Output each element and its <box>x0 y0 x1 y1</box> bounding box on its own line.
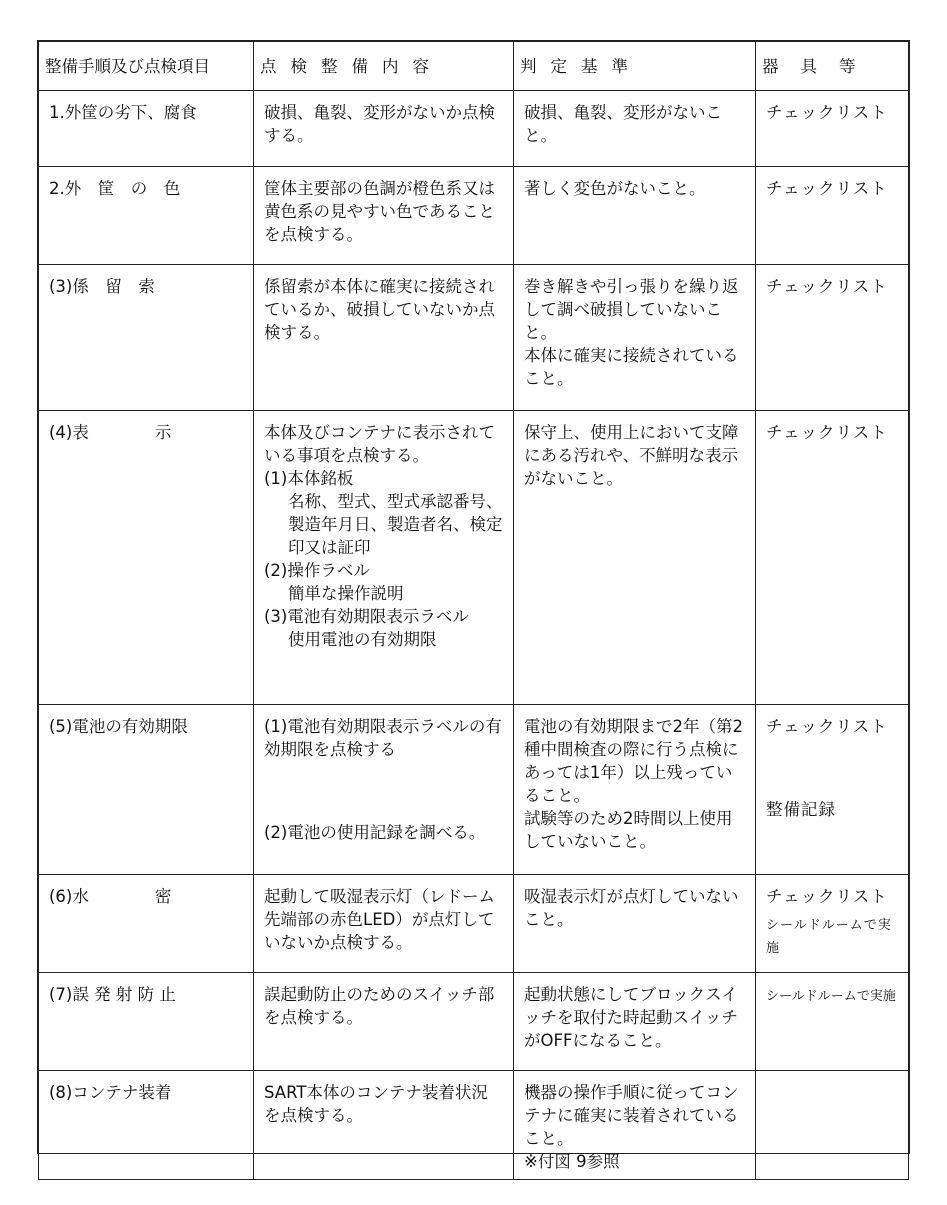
tool-text: 整備記録 <box>766 800 836 819</box>
tool-text: チェックリスト <box>766 717 888 736</box>
sub-item-head: (1)本体銘板 <box>264 469 354 488</box>
header-row <box>39 42 909 91</box>
content-text: 係留索が本体に確実に接続されているか、破損していないか点検する。 <box>264 277 495 342</box>
row-item: (6)水 密 <box>39 875 254 973</box>
row-criteria <box>514 411 756 705</box>
sub-item-head: (3)電池有効期限表示ラベル <box>264 607 469 626</box>
row-content <box>254 973 514 1071</box>
row-item: 1.外筐の劣下、腐食 <box>39 91 254 167</box>
sub-item-body: 名称、型式、型式承認番号、製造年月日、製造者名、検定印又は証印 <box>288 492 503 557</box>
row-item: 2.外 筐 の 色 <box>39 167 254 265</box>
content-text: (1)電池有効期限表示ラベルの有効期限を点検する <box>264 717 502 759</box>
row-tools <box>756 91 909 167</box>
row-tools <box>756 167 909 265</box>
inspection-sheet <box>37 40 910 1171</box>
row-tools <box>756 411 909 705</box>
row-content <box>254 1071 514 1180</box>
table-row <box>39 973 909 1071</box>
row-tools <box>756 705 909 875</box>
criteria-text: 試験等のため2時間以上使用していないこと。 <box>524 809 733 851</box>
sub-item-body: 簡単な操作説明 <box>288 584 404 603</box>
tool-text: チェックリスト <box>766 179 888 198</box>
content-text: 破損、亀裂、変形がないか点検する。 <box>264 103 495 145</box>
header-cell-criteria: 判定基準 <box>514 42 756 91</box>
tool-note: シールドルームで実施 <box>766 989 896 1004</box>
table-row <box>39 167 909 265</box>
sub-item <box>264 605 503 651</box>
criteria-text: 著しく変色がないこと。 <box>524 179 706 198</box>
row-item: (7)誤 発 射 防 止 <box>39 973 254 1071</box>
table-row <box>39 1071 909 1180</box>
content-text: 本体及びコンテナに表示されている事項を点検する。 <box>264 423 495 465</box>
row-tools <box>756 1071 909 1180</box>
header-cell-tools: 器具等 <box>756 42 909 91</box>
table-row <box>39 91 909 167</box>
table-row <box>39 875 909 973</box>
row-item: (4)表 示 <box>39 411 254 705</box>
sub-item-head: (2)操作ラベル <box>264 561 370 580</box>
criteria-text: 本体に確実に接続されていること。 <box>524 346 739 388</box>
row-criteria <box>514 973 756 1071</box>
content-text: SART本体のコンテナ装着状況を点検する。 <box>264 1083 488 1125</box>
tool-note: シールドルームで実施 <box>766 918 892 956</box>
row-criteria <box>514 167 756 265</box>
row-content <box>254 411 514 705</box>
content-text: 誤起動防止のためのスイッチ部を点検する。 <box>264 985 495 1027</box>
sub-item-body: 使用電池の有効期限 <box>288 630 437 649</box>
header-cell-item: 整備手順及び点検項目 <box>39 42 254 91</box>
sub-item <box>264 559 503 605</box>
criteria-text: 起動状態にしてブロックスイッチを取付た時起動スイッチがOFFになること。 <box>524 985 738 1050</box>
row-criteria <box>514 91 756 167</box>
content-text: 筐体主要部の色調が橙色系又は黄色系の見やすい色であることを点検する。 <box>264 179 495 244</box>
row-tools <box>756 875 909 973</box>
criteria-text: ※付図 9参照 <box>524 1152 620 1171</box>
row-content <box>254 91 514 167</box>
row-content <box>254 265 514 411</box>
tool-text: チェックリスト <box>766 103 888 122</box>
header-cell-content: 点検整備内容 <box>254 42 514 91</box>
criteria-text: 機器の操作手順に従ってコンテナに確実に装着されていること。 <box>524 1083 739 1148</box>
tool-text: チェックリスト <box>766 423 888 442</box>
criteria-text: 保守上、使用上において支障にある汚れや、不鮮明な表示がないこと。 <box>524 423 739 488</box>
row-item: (5)電池の有効期限 <box>39 705 254 875</box>
tool-text: チェックリスト <box>766 277 888 296</box>
inspection-table <box>38 41 909 1180</box>
row-content <box>254 875 514 973</box>
content-text: (2)電池の使用記録を調べる。 <box>264 823 486 842</box>
content-text: 起動して吸湿表示灯（レドーム先端部の赤色LED）が点灯していないか点検する。 <box>264 887 495 952</box>
table-row <box>39 411 909 705</box>
row-content <box>254 167 514 265</box>
sub-item <box>264 467 503 559</box>
table-row <box>39 265 909 411</box>
row-item: (3)係 留 索 <box>39 265 254 411</box>
row-criteria <box>514 1071 756 1180</box>
row-content <box>254 705 514 875</box>
row-tools <box>756 265 909 411</box>
row-criteria <box>514 875 756 973</box>
row-criteria <box>514 265 756 411</box>
row-item: (8)コンテナ装着 <box>39 1071 254 1180</box>
row-criteria <box>514 705 756 875</box>
criteria-text: 電池の有効期限まで2年（第2種中間検査の際に行う点検にあっては1年）以上残っていること。 <box>524 717 743 805</box>
table-row <box>39 705 909 875</box>
criteria-text: 破損、亀裂、変形がないこと。 <box>524 103 722 145</box>
criteria-text: 吸湿表示灯が点灯していないこと。 <box>524 887 739 929</box>
row-tools <box>756 973 909 1071</box>
tool-text: チェックリスト <box>766 887 888 906</box>
criteria-text: 巻き解きや引っ張りを繰り返して調べ破損していないこと。 <box>524 277 739 342</box>
